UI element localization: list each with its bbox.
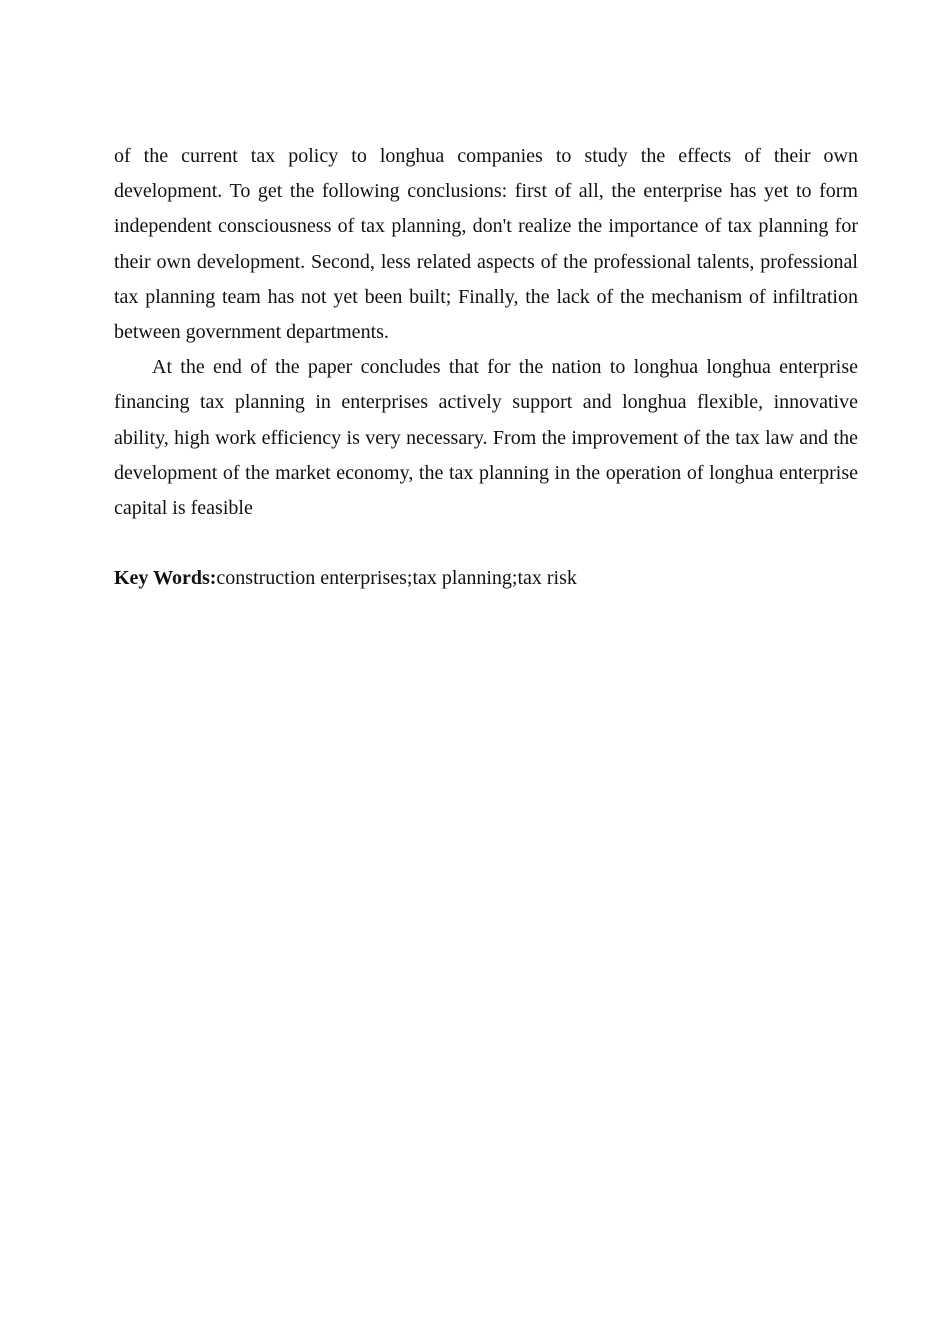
- abstract-paragraph-continued: of the current tax policy to longhua companies to study the effects of their own development. To get the following conclusions: first of all, the enterprise has yet to form independent consciousness of tax planning, don't realize the importance of tax planning for their own development. Second, less related aspects of the professional talents, professional tax planning team has not yet been built; Finally, the lack of the mechanism of infiltration between government departments.: [114, 145, 858, 344]
- abstract-body: [114, 139, 858, 596]
- keywords-line: [114, 561, 858, 596]
- keywords-label: Key Words:: [114, 567, 217, 590]
- keywords-value: construction enterprises;tax planning;tax risk: [216, 567, 577, 590]
- abstract-paragraph-conclusion: At the end of the paper concludes that for the nation to longhua longhua enterprise financing tax planning in enterprises actively support and longhua flexible, innovative ability, high work efficiency is very necessary. From the improvement of the tax law and the development of the market economy, the tax planning in the operation of longhua enterprise capital is feasible: [114, 356, 858, 520]
